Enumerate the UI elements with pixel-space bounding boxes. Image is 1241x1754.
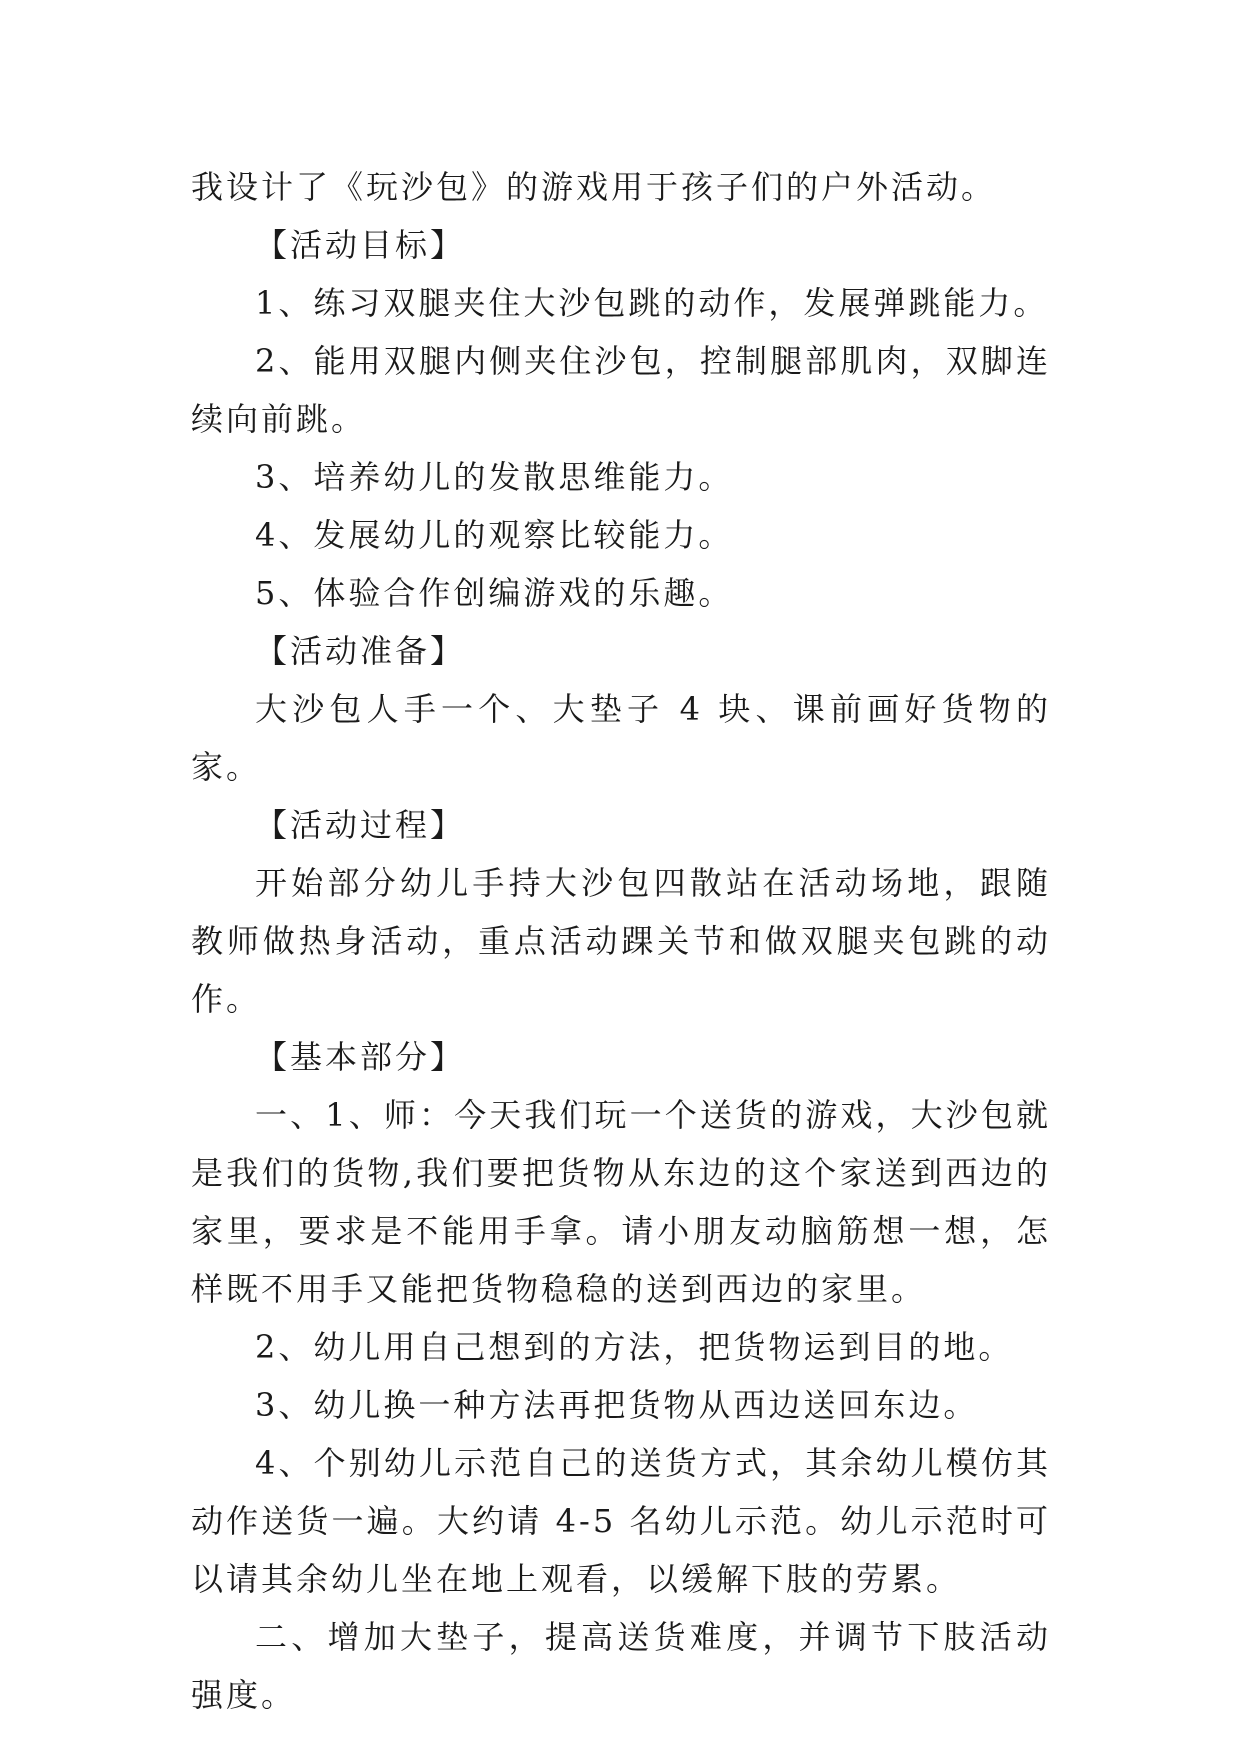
heading-activity-process: 【活动过程】 bbox=[255, 806, 466, 844]
heading-activity-preparation: 【活动准备】 bbox=[255, 632, 466, 670]
paragraph-basic-2: 二、增加大垫子，提高送货难度，并调节下肢活动强度。 bbox=[191, 1618, 1051, 1714]
paragraph-preparation: 大沙包人手一个、大垫子 4 块、课前画好货物的家。 bbox=[191, 690, 1051, 786]
heading-activity-goals: 【活动目标】 bbox=[255, 226, 466, 264]
paragraph-process-start: 开始部分幼儿手持大沙包四散站在活动场地，跟随教师做热身活动，重点活动踝关节和做双腿夹包跳的动作。 bbox=[191, 864, 1051, 1018]
goal-item-2: 2、能用双腿内侧夹住沙包，控制腿部肌肉，双脚连续向前跳。 bbox=[191, 342, 1051, 438]
document-body bbox=[191, 158, 1051, 1724]
paragraph-basic-1-3: 3、幼儿换一种方法再把货物从西边送回东边。 bbox=[255, 1386, 979, 1424]
goal-item-1: 1、练习双腿夹住大沙包跳的动作，发展弹跳能力。 bbox=[255, 284, 1049, 322]
heading-basic-part: 【基本部分】 bbox=[255, 1038, 466, 1076]
paragraph-basic-1-4: 4、个别幼儿示范自己的送货方式，其余幼儿模仿其动作送货一遍。大约请 4-5 名幼儿示范。幼儿示范时可以请其余幼儿坐在地上观看，以缓解下肢的劳累。 bbox=[191, 1444, 1051, 1598]
goal-item-5: 5、体验合作创编游戏的乐趣。 bbox=[255, 574, 734, 612]
paragraph-basic-1-1: 一、1、师：今天我们玩一个送货的游戏，大沙包就是我们的货物,我们要把货物从东边的这个家送到西边的家里，要求是不能用手拿。请小朋友动脑筋想一想，怎样既不用手又能把货物稳稳的送到西边的家里。 bbox=[191, 1096, 1051, 1308]
goal-item-3: 3、培养幼儿的发散思维能力。 bbox=[255, 458, 734, 496]
paragraph-intro-continuation: 我设计了《玩沙包》的游戏用于孩子们的户外活动。 bbox=[191, 168, 997, 206]
paragraph-basic-1-2: 2、幼儿用自己想到的方法，把货物运到目的地。 bbox=[255, 1328, 1014, 1366]
goal-item-4: 4、发展幼儿的观察比较能力。 bbox=[255, 516, 734, 554]
